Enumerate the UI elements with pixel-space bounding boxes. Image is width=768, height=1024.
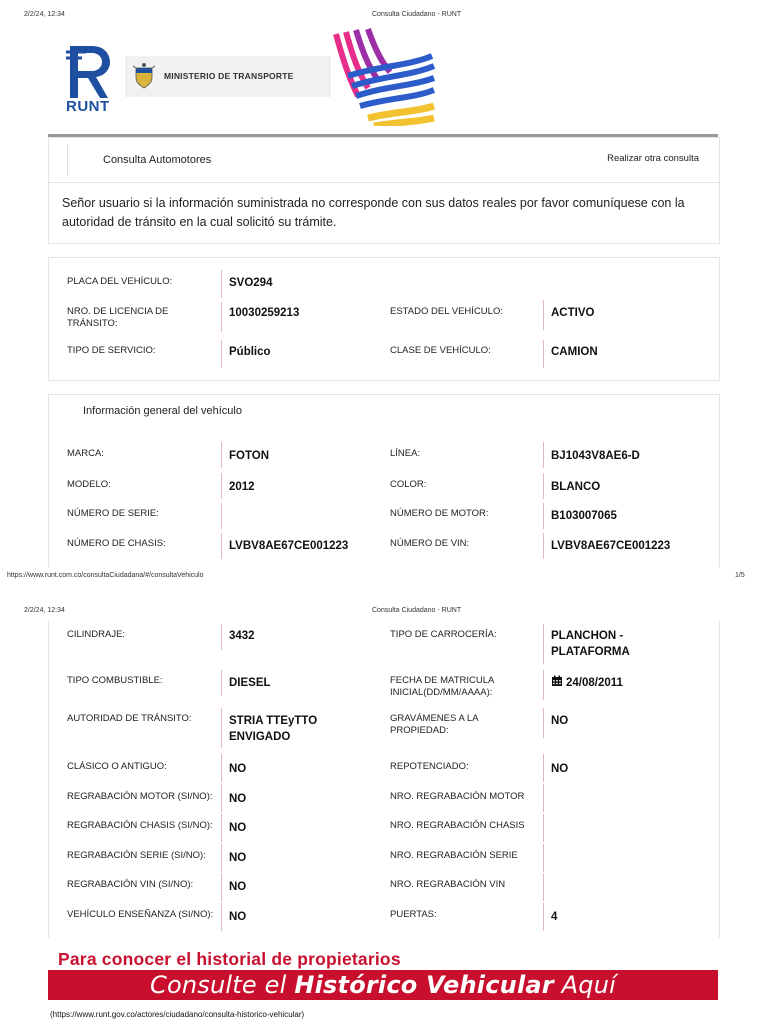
autoridad-value: STRIA TTEyTTO ENVIGADO: [229, 715, 318, 743]
status-label: ESTADO DEL VEHÍCULO:: [390, 306, 503, 317]
banner-text-post: Aquí: [553, 971, 616, 999]
row-divider: [543, 708, 544, 738]
general-info-title: Información general del vehículo: [83, 405, 242, 417]
nav-title: Consulta Automotores: [103, 154, 212, 166]
nav-separator: [67, 144, 68, 176]
regrabacion-motor-value: NO: [229, 793, 247, 805]
print-datetime: 2/2/24, 12:34: [24, 11, 65, 18]
row-divider: [543, 473, 544, 499]
row-divider: [221, 503, 222, 529]
row-divider: [221, 533, 222, 559]
nro-regrabacion-serie-label: NRO. REGRABACIÓN SERIE: [390, 850, 518, 861]
chasis-value: LVBV8AE67CE001223: [229, 540, 349, 552]
row-divider: [221, 784, 222, 812]
historico-vehicular-link[interactable]: (https://www.runt.gov.co/actores/ciudadano/consulta-historico-vehicular): [50, 1010, 305, 1019]
row-divider: [543, 624, 544, 664]
row-divider: [543, 503, 544, 529]
serie-label: NÚMERO DE SERIE:: [67, 508, 159, 519]
row-divider: [221, 873, 222, 901]
regrabacion-vin-value: NO: [229, 881, 247, 893]
row-divider: [221, 814, 222, 842]
row-divider: [543, 873, 544, 901]
marca-label: MARCA:: [67, 448, 104, 459]
matricula-label: FECHA DE MATRICULA INICIAL(DD/MM/AAAA):: [390, 675, 494, 698]
page1-footer-url: https://www.runt.com.co/consultaCiudadana/#/consultaVehiculo: [7, 572, 204, 579]
row-divider: [221, 844, 222, 872]
chasis-label: NÚMERO DE CHASIS:: [67, 538, 166, 549]
row-divider: [221, 670, 222, 696]
calendar-icon: [551, 674, 563, 686]
color-label: COLOR:: [390, 479, 427, 490]
nro-regrabacion-chasis-label: NRO. REGRABACIÓN CHASIS: [390, 820, 525, 831]
banner-text-pre: Consulte el: [150, 971, 295, 999]
modelo-value: 2012: [229, 481, 255, 493]
ensenanza-value: NO: [229, 911, 247, 923]
clasico-value: NO: [229, 763, 247, 775]
repotenciado-label: REPOTENCIADO:: [390, 761, 469, 772]
notice-card: [48, 182, 720, 244]
runt-logo: [62, 42, 118, 114]
colombia-waves-logo: [328, 26, 436, 126]
plate-label: PLACA DEL VEHÍCULO:: [67, 276, 173, 287]
row-divider: [221, 442, 222, 468]
nro-regrabacion-vin-label: NRO. REGRABACIÓN VIN: [390, 879, 506, 890]
print-datetime-2: 2/2/24, 12:34: [24, 607, 65, 614]
combustible-value: DIESEL: [229, 677, 271, 689]
realizar-otra-consulta-link[interactable]: Realizar otra consulta: [607, 153, 699, 164]
vin-value: LVBV8AE67CE001223: [551, 540, 671, 552]
nav-card: [48, 137, 720, 183]
row-divider: [543, 442, 544, 468]
historial-banner-heading: Para conocer el historial de propietarios: [58, 949, 401, 969]
summary-card: [48, 257, 720, 381]
notice-text: Señor usuario si la información suministrada no corresponde con sus datos reales por favor comuníquese con la autoridad de tránsito en la cual solicitó su trámite.: [62, 196, 685, 229]
runt-r-icon: [62, 42, 118, 102]
row-divider: [543, 754, 544, 782]
row-divider: [543, 784, 544, 812]
gravamenes-value: NO: [551, 715, 569, 727]
linea-label: LÍNEA:: [390, 448, 421, 459]
row-divider: [221, 340, 222, 368]
row-divider: [221, 302, 222, 332]
linea-value: BJ1043V8AE6-D: [551, 450, 640, 462]
repotenciado-value: NO: [551, 763, 569, 775]
general-info-card-continued: [48, 620, 720, 938]
row-divider: [221, 754, 222, 782]
vin-label: NÚMERO DE VIN:: [390, 538, 470, 549]
carroceria-label: TIPO DE CARROCERÍA:: [390, 629, 497, 640]
license-label: NRO. DE LICENCIA DE TRÁNSITO:: [67, 306, 169, 329]
combustible-label: TIPO COMBUSTIBLE:: [67, 675, 163, 686]
autoridad-label: AUTORIDAD DE TRÁNSITO:: [67, 713, 192, 724]
cilindraje-value: 3432: [229, 630, 255, 642]
service-label: TIPO DE SERVICIO:: [67, 345, 156, 356]
status-value: ACTIVO: [551, 307, 595, 319]
puertas-label: PUERTAS:: [390, 909, 437, 920]
regrabacion-chasis-value: NO: [229, 822, 247, 834]
cilindraje-label: CILINDRAJE:: [67, 629, 126, 640]
row-divider: [543, 300, 544, 330]
service-value: Público: [229, 346, 271, 358]
regrabacion-vin-label: REGRABACIÓN VIN (SI/NO):: [67, 879, 194, 890]
general-info-card: [48, 394, 720, 567]
ministerio-text: MINISTERIO DE TRANSPORTE: [164, 71, 294, 81]
matricula-value: 24/08/2011: [566, 677, 623, 689]
ministerio-logo: [125, 56, 331, 97]
page-break: [0, 586, 768, 604]
print-title-2: Consulta Ciudadano - RUNT: [372, 607, 462, 614]
class-label: CLASE DE VEHÍCULO:: [390, 345, 491, 356]
marca-value: FOTON: [229, 450, 270, 462]
row-divider: [543, 340, 544, 368]
row-divider: [543, 533, 544, 559]
coat-of-arms-icon: [131, 62, 157, 90]
license-value: 10030259213: [229, 307, 300, 319]
plate-value: SVO294: [229, 277, 273, 289]
historico-vehicular-button[interactable]: [48, 970, 718, 1000]
puertas-value: 4: [551, 911, 558, 923]
row-divider: [221, 903, 222, 931]
row-divider: [543, 903, 544, 931]
motor-value: B103007065: [551, 510, 617, 522]
modelo-label: MODELO:: [67, 479, 111, 490]
nro-regrabacion-motor-label: NRO. REGRABACIÓN MOTOR: [390, 791, 525, 802]
row-divider: [543, 844, 544, 872]
row-divider: [543, 814, 544, 842]
print-title: Consulta Ciudadano - RUNT: [372, 11, 462, 18]
regrabacion-motor-label: REGRABACIÓN MOTOR (SI/NO):: [67, 791, 213, 802]
gravamenes-label: GRAVÁMENES A LA PROPIEDAD:: [390, 713, 479, 736]
runt-logo-text: RUNT: [66, 98, 110, 115]
row-divider: [543, 670, 544, 700]
banner-text-bold: Histórico Vehicular: [294, 971, 554, 999]
row-divider: [221, 708, 222, 748]
regrabacion-serie-value: NO: [229, 852, 247, 864]
carroceria-value: PLANCHON - PLATAFORMA: [551, 630, 630, 658]
clasico-label: CLÁSICO O ANTIGUO:: [67, 761, 167, 772]
color-value: BLANCO: [551, 481, 601, 493]
row-divider: [221, 473, 222, 499]
ensenanza-label: VEHÍCULO ENSEÑANZA (SI/NO):: [67, 909, 214, 920]
motor-label: NÚMERO DE MOTOR:: [390, 508, 489, 519]
row-divider: [221, 624, 222, 650]
class-value: CAMION: [551, 346, 598, 358]
regrabacion-chasis-label: REGRABACIÓN CHASIS (SI/NO):: [67, 820, 213, 831]
regrabacion-serie-label: REGRABACIÓN SERIE (SI/NO):: [67, 850, 206, 861]
row-divider: [221, 270, 222, 298]
page1-footer-page: 1/5: [735, 572, 745, 579]
